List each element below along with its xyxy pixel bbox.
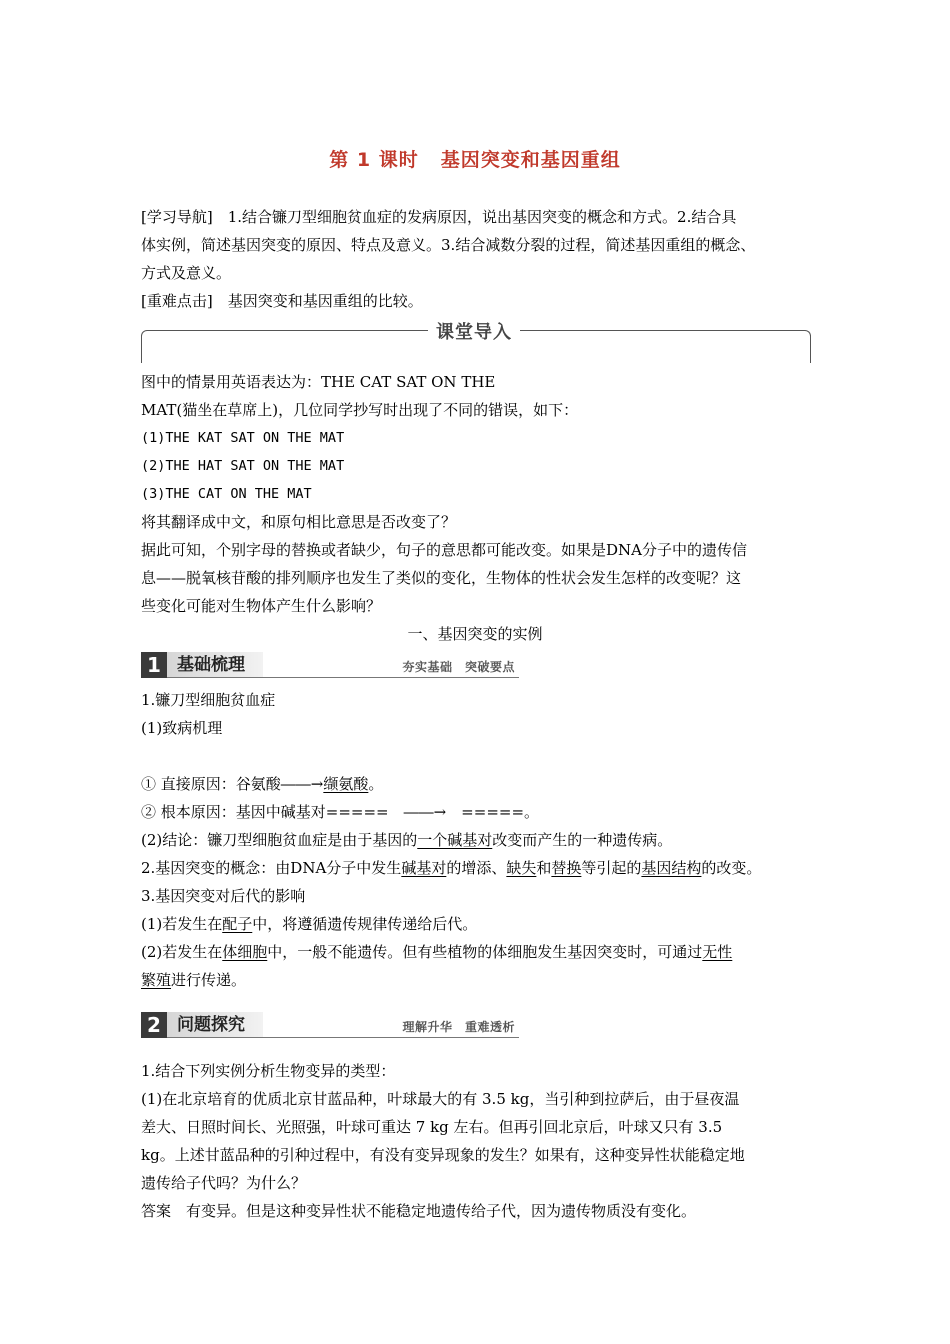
explore-content	[141, 1057, 811, 1225]
fill-answer: 无性	[702, 943, 733, 961]
section-basic-review	[141, 652, 519, 682]
content-line: 1.镰刀型细胞贫血症	[141, 691, 276, 709]
fill-answer: 繁殖	[141, 971, 172, 989]
intro-line: 将其翻译成中文，和原句相比意思是否改变了？	[141, 513, 457, 531]
fill-answer: 配子	[222, 915, 253, 933]
guide-line: 方式及意义。	[141, 264, 232, 282]
guide-line: 体实例，简述基因突变的原因、特点及意义。3.结合减数分裂的过程，简述基因重组的概念、	[141, 236, 756, 254]
intro-line: 些变化可能对生物体产生什么影响？	[141, 597, 382, 615]
intro-line: 图中的情景用英语表达为：THE CAT SAT ON THE	[141, 373, 496, 391]
content-line: kg。上述甘蓝品种的引种过程中，有没有变异现象的发生？如果有，这种变异性状能稳定地	[141, 1146, 745, 1164]
content-line: 繁殖进行传递。	[141, 971, 247, 989]
learning-guide	[141, 203, 811, 315]
content-line: 3.基因突变对后代的影响	[141, 887, 306, 905]
content-line: 1.结合下列实例分析生物变异的类型：	[141, 1062, 396, 1080]
answer-line: 答案 有变异。但是这种变异性状不能稳定地遗传给子代，因为遗传物质没有变化。	[141, 1202, 697, 1220]
intro-line: (3)THE CAT ON THE MAT	[141, 486, 312, 502]
lesson-number: 第 1 课时	[329, 149, 419, 171]
content-line: 2.基因突变的概念：由DNA分子中发生碱基对的增添、缺失和替换等引起的基因结构的改变。	[141, 859, 762, 877]
section-subtitle: 夯实基础 突破要点	[402, 660, 515, 674]
intro-line: MAT(猫坐在草席上)，几位同学抄写时出现了不同的错误，如下：	[141, 401, 579, 419]
content-line: 差大、日照时间长、光照强，叶球可重达 7 kg 左右。但再引回北京后，叶球又只有 3.5	[141, 1118, 723, 1136]
section-subtitle: 理解升华 重难透析	[402, 1020, 515, 1034]
section-number: 1	[141, 652, 167, 678]
fill-answer: 体细胞	[222, 943, 268, 961]
content-line: 遗传给子代吗？为什么？	[141, 1174, 307, 1192]
fill-answer: 基因结构	[641, 859, 702, 877]
intro-line: (2)THE HAT SAT ON THE MAT	[141, 458, 345, 474]
section-question-explore	[141, 1012, 519, 1042]
intro-line: 据此可知，个别字母的替换或者缺少，句子的意思都可能改变。如果是DNA分子中的遗传信	[141, 541, 747, 559]
content-line: (1)致病机理	[141, 719, 223, 737]
content-line: (2)若发生在体细胞中，一般不能遗传。但有些植物的体细胞发生基因突变时，可通过无性	[141, 943, 733, 961]
section-name: 问题探究	[177, 1015, 245, 1035]
content-line: (1)若发生在配子中，将遵循遗传规律传递给后代。	[141, 915, 478, 933]
intro-label: 课堂导入	[428, 318, 520, 344]
content-line: (1)在北京培育的优质北京甘蓝品种，叶球最大的有 3.5 kg，当引种到拉萨后，由于昼夜温	[141, 1090, 740, 1108]
section-number: 2	[141, 1012, 167, 1038]
intro-text	[141, 368, 811, 620]
basic-content	[141, 686, 811, 994]
fill-answer: 替换	[551, 859, 582, 877]
content-line: ② 根本原因：基因中碱基对===== ――→ =====。	[141, 803, 540, 821]
guide-line: [学习导航] 1.结合镰刀型细胞贫血症的发病原因，说出基因突变的概念和方式。2.结合具	[141, 208, 737, 226]
lesson-topic: 基因突变和基因重组	[440, 149, 621, 171]
section-name: 基础梳理	[177, 655, 245, 675]
intro-line: 息——脱氧核苷酸的排列顺序也发生了类似的变化，生物体的性状会发生怎样的改变呢？这	[141, 569, 742, 587]
fill-answer: 碱基对	[401, 859, 447, 877]
content-line: ① 直接原因：谷氨酸――→缬氨酸。	[141, 775, 384, 793]
fill-answer: 一个碱基对	[417, 831, 493, 849]
lesson-title	[0, 145, 950, 172]
fill-answer: 缺失	[506, 859, 537, 877]
part-one-heading: 一、基因突变的实例	[407, 625, 543, 643]
content-line: (2)结论：镰刀型细胞贫血症是由于基因的一个碱基对改变而产生的一种遗传病。	[141, 831, 673, 849]
intro-line: (1)THE KAT SAT ON THE MAT	[141, 430, 345, 446]
key-points: [重难点击] 基因突变和基因重组的比较。	[141, 292, 423, 310]
fill-answer: 缬氨酸	[323, 775, 369, 793]
